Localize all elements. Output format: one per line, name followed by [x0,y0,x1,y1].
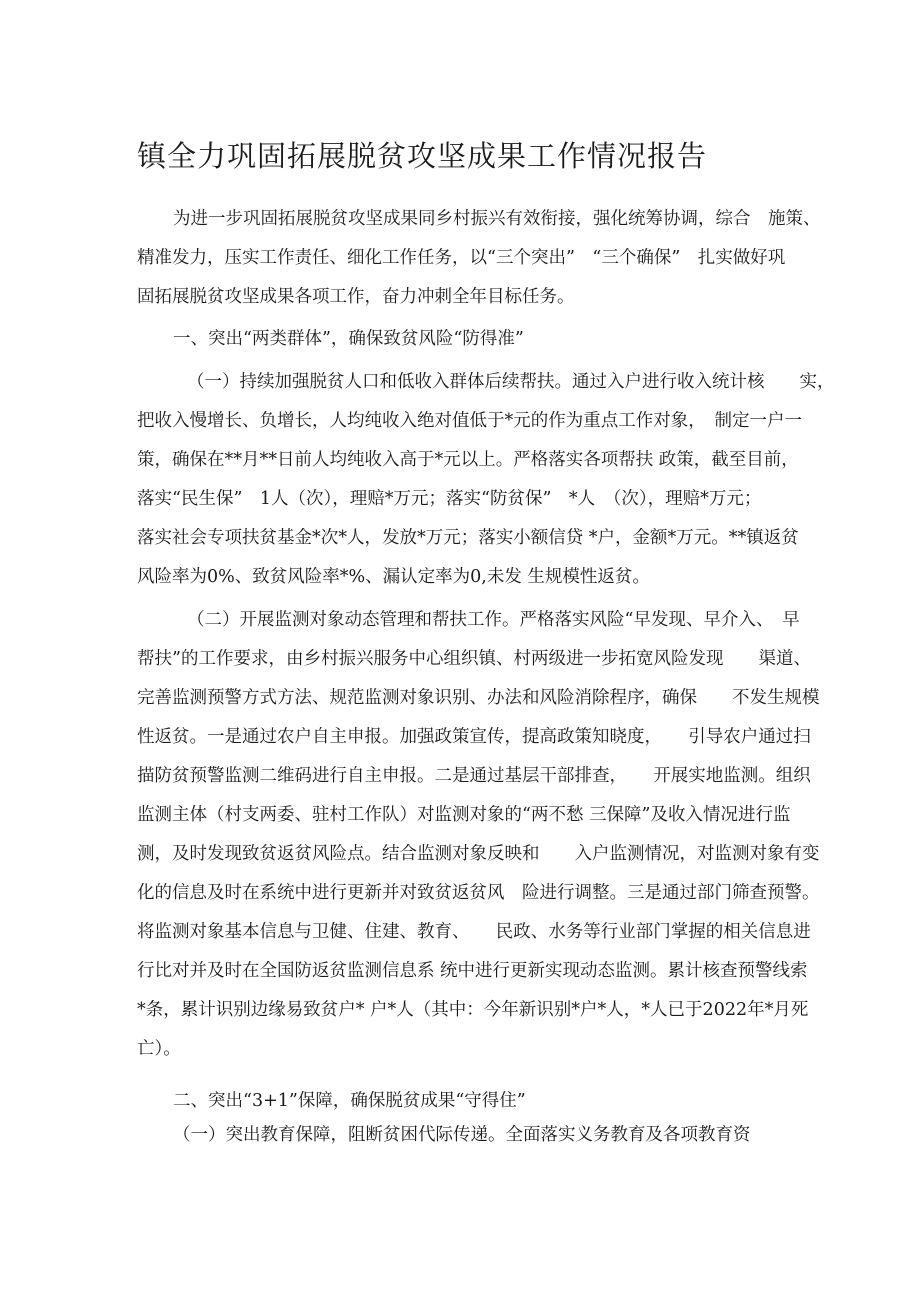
paragraph-line: 亡）。 [137,1039,181,1059]
paragraph-line: 策，确保在**月**日前人均纯收入高于*元以上。严格落实各项帮扶 政策，截至目前， [137,450,799,470]
paragraph-line: 固拓展脱贫攻坚成果各项工作，奋力冲刺全年目标任务。 [137,287,575,307]
paragraph-line: 落实“民生保” 1人（次），理赔*万元；落实“防贫保” *人 （次），理赔*万元； [137,489,762,509]
paragraph-line: 落实社会专项扶贫基金*次*人，发放*万元；落实小额信贷 *户，金额*万元。**镇返贫 [137,528,799,548]
paragraph-line: 化的信息及时在系统中进行更新并对致贫返贫风 险进行调整。三是通过部门筛查预警。 [137,883,820,903]
paragraph-line: 行比对并及时在全国防返贫监测信息系 统中进行更新实现动态监测。累计核查预警线索 [137,961,808,981]
paragraph-line: （一）持续加强脱贫人口和低收入群体后续帮扶。通过入户进行收入统计核 实， [187,372,835,392]
paragraph-line: （二）开展监测对象动态管理和帮扶工作。严格落实风险“早发现、早介入、 早 [187,610,800,630]
paragraph-line: 为进一步巩固拓展脱贫攻坚成果同乡村振兴有效衔接，强化统筹协调，综合 施策、 [173,209,821,229]
paragraph-line: 监测主体（村支两委、驻村工作队）对监测对象的“两不愁 三保障”及收入情况进行监 [137,805,791,825]
paragraph-line: 测，及时发现致贫返贫风险点。结合监测对象反映和 入户监测情况，对监测对象有变 [137,844,820,864]
paragraph-line: 性返贫。一是通过农户自主申报。加强政策宣传，提高政策知晓度， 引导农户通过扫 [137,727,811,747]
paragraph-line: *条，累计识别边缘易致贫户* 户*人（其中：今年新识别*户*人，*人已于2022年*月死 [137,1000,809,1020]
document-title: 镇全力巩固拓展脱贫攻坚成果工作情况报告 [137,139,708,173]
paragraph-line: 风险率为0%、致贫风险率*%、漏认定率为0,未发 生规模性返贫。 [137,567,650,587]
paragraph-line: 完善监测预警方式方法、规范监测对象识别、办法和风险消除程序，确保 不发生规模 [137,688,820,708]
paragraph-line: （一）突出教育保障，阻断贫困代际传递。全面落实义务教育及各项教育资 [173,1125,751,1145]
paragraph-line: 把收入慢增长、负增长，人均纯收入绝对值低于*元的作为重点工作对象， 制定一户一 [137,411,802,431]
section-heading: 一、突出“两类群体”，确保致贫风险“防得准” [173,329,524,349]
paragraph-line: 帮扶”的工作要求，由乡村振兴服务中心组织镇、村两级进一步拓宽风险发现 渠道、 [137,649,811,669]
paragraph-line: 精准发力，压实工作责任、细化工作任务，以“三个突出” “三个确保” 扎实做好巩 [137,248,786,268]
paragraph-line: 描防贫预警监测二维码进行自主申报。二是通过基层干部排查， 开展实地监测。组织 [137,766,811,786]
paragraph-line: 将监测对象基本信息与卫健、住建、教育、 民政、水务等行业部门掌握的相关信息进 [137,922,811,942]
section-heading: 二、突出“3+1”保障，确保脱贫成果“守得住” [173,1091,526,1111]
